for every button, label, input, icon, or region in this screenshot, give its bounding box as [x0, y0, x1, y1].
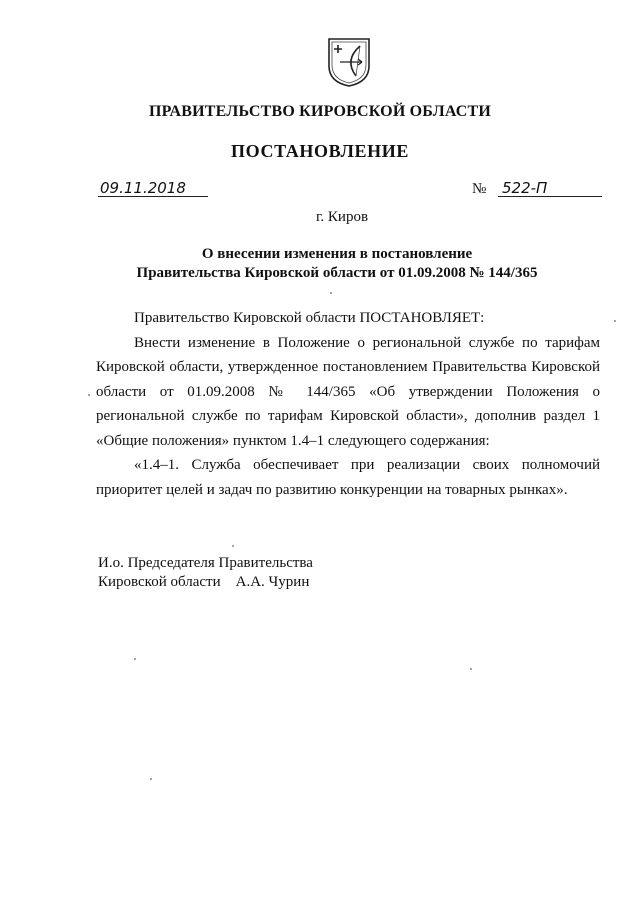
scan-speck: [88, 394, 90, 396]
body-paragraph-2: «1.4–1. Служба обеспечивает при реализации своих полномочий приоритет целей и задач по развитию конкуренции на товарных рынках».: [96, 457, 600, 498]
scan-speck: [134, 658, 136, 660]
number-sign: №: [472, 181, 487, 197]
subject-line-2: Правительства Кировской области от 01.09.2008 № 144/365: [136, 265, 538, 281]
scan-speck: [330, 292, 332, 294]
scan-speck: [470, 668, 472, 670]
government-title: ПРАВИТЕЛЬСТВО КИРОВСКОЙ ОБЛАСТИ: [148, 103, 492, 120]
document-date: 09.11.2018: [98, 180, 208, 197]
document-number: 522-П: [498, 180, 602, 197]
document-body: [96, 306, 600, 502]
body-intro: Правительство Кировской области ПОСТАНОВЛЯЕТ:: [134, 310, 485, 326]
coat-of-arms-icon: [326, 36, 372, 88]
scan-speck: [150, 778, 152, 780]
signature-block: [98, 554, 313, 592]
subject-line-1: О внесении изменения в постановление: [201, 246, 473, 262]
scan-speck: [232, 545, 234, 547]
signature-title: И.о. Председателя Правительства: [98, 555, 313, 571]
document-subject: [0, 245, 640, 283]
signature-name: Кировской области А.А. Чурин: [98, 574, 310, 590]
document-type: ПОСТАНОВЛЕНИЕ: [231, 141, 409, 161]
scan-speck: [614, 320, 616, 322]
city: г. Киров: [315, 209, 369, 225]
body-paragraph-1: Внести изменение в Положение о региональной службе по тарифам Кировской области, утвержденное постановлением Правительства Кировской области от 01.09.2008 № 144/365 «Об утверждении Положения о региональной службе по тарифам Кировской области», дополнив раздел 1 «Общие положения» пунктом 1.4–1 следующего содержания:: [96, 334, 600, 449]
